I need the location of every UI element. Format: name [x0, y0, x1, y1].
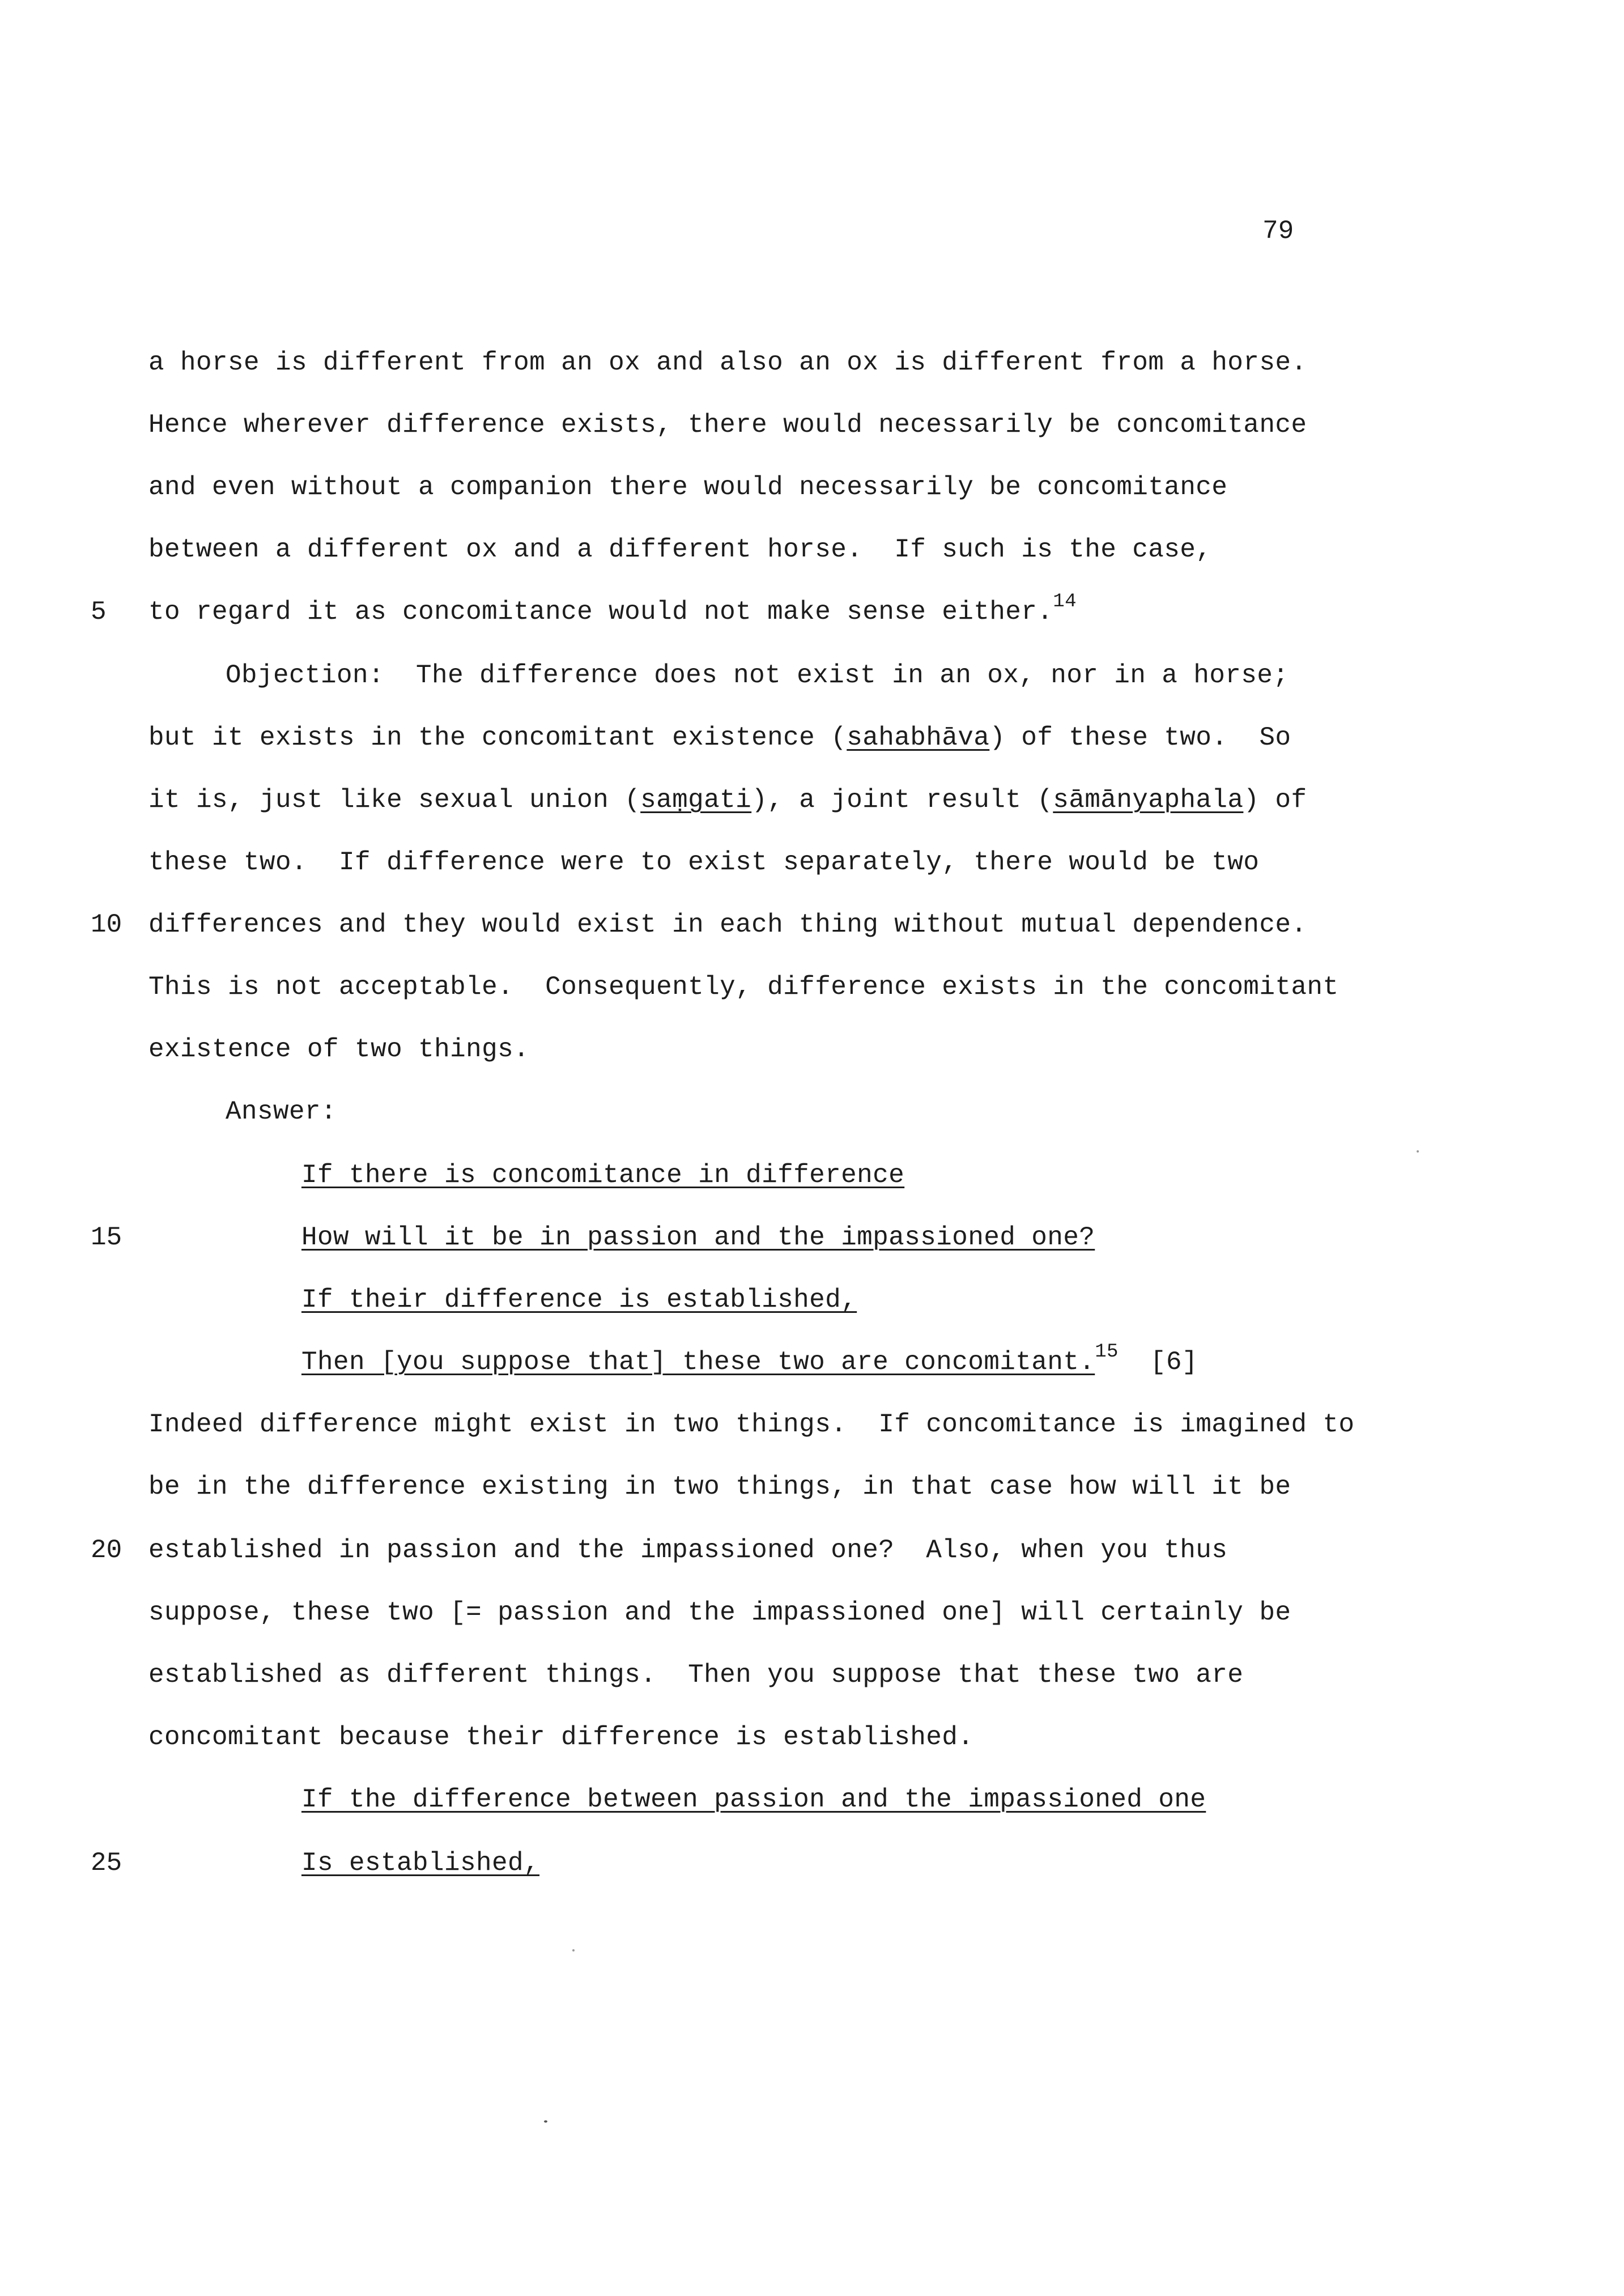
text-line — [148, 783, 1307, 817]
text-line: Answer: — [226, 1097, 337, 1126]
text-line: be in the difference existing in two things, in that case how will it be — [148, 1472, 1291, 1502]
verse-line: If the difference between passion and the impassioned one — [301, 1785, 1206, 1814]
text-span: Then [you suppose that] these two are concomitant. — [301, 1347, 1095, 1377]
verse-line: Is established, — [301, 1848, 540, 1878]
text-line — [148, 590, 1077, 629]
line-number: 5 — [91, 597, 107, 627]
verse-line: If their difference is established, — [301, 1285, 857, 1315]
text-line: Hence wherever difference exists, there would necessarily be concomitance — [148, 410, 1307, 440]
text-span: ), a joint result ( — [751, 785, 1053, 815]
text-line: differences and they would exist in each thing without mutual dependence. — [148, 910, 1307, 939]
text-line: This is not acceptable. Consequently, difference exists in the concomitant — [148, 972, 1339, 1002]
line-number: 10 — [91, 910, 122, 939]
text-line: existence of two things. — [148, 1035, 530, 1064]
text-line: concomitant because their difference is established. — [148, 1723, 974, 1752]
text-span: ) of — [1243, 785, 1307, 815]
line-number: 25 — [91, 1848, 122, 1878]
scan-speck — [1417, 1150, 1419, 1153]
line-number: 15 — [91, 1223, 122, 1252]
text-span: but it exists in the concomitant existence ( — [148, 723, 847, 752]
scan-speck — [544, 2120, 547, 2123]
text-line: Indeed difference might exist in two things. If concomitance is imagined to — [148, 1410, 1355, 1439]
page-number: 79 — [1262, 216, 1294, 246]
text-line — [148, 721, 1291, 755]
sanskrit-term: sahabhāva — [847, 723, 990, 752]
footnote-ref: 15 — [1095, 1341, 1119, 1363]
footnote-ref: 14 — [1053, 590, 1077, 613]
sanskrit-term: saṃgati — [640, 785, 752, 815]
sanskrit-term: sāmānyaphala — [1053, 785, 1244, 815]
text-line: and even without a companion there would necessarily be concomitance — [148, 473, 1228, 502]
text-span: ) of these two. So — [989, 723, 1291, 752]
verse-number: [6] — [1150, 1347, 1198, 1377]
text-line: established as different things. Then you suppose that these two are — [148, 1660, 1244, 1690]
text-line: between a different ox and a different horse. If such is the case, — [148, 535, 1212, 564]
text-line: these two. If difference were to exist separately, there would be two — [148, 848, 1260, 877]
text-line: Objection: The difference does not exist in an ox, nor in a horse; — [226, 661, 1289, 690]
verse-line: If there is concomitance in difference — [301, 1160, 905, 1190]
text-line: a horse is different from an ox and also an ox is different from a horse. — [148, 348, 1307, 377]
text-line: established in passion and the impassioned one? Also, when you thus — [148, 1536, 1228, 1565]
verse-line — [301, 1341, 1198, 1379]
text-span: it is, just like sexual union ( — [148, 785, 641, 815]
verse-line: How will it be in passion and the impassioned one? — [301, 1223, 1095, 1252]
text-span: to regard it as concomitance would not make sense either. — [148, 597, 1053, 627]
text-span — [1119, 1347, 1150, 1377]
text-line: suppose, these two [= passion and the impassioned one] will certainly be — [148, 1598, 1291, 1627]
scan-speck — [572, 1949, 575, 1951]
line-number: 20 — [91, 1536, 122, 1565]
